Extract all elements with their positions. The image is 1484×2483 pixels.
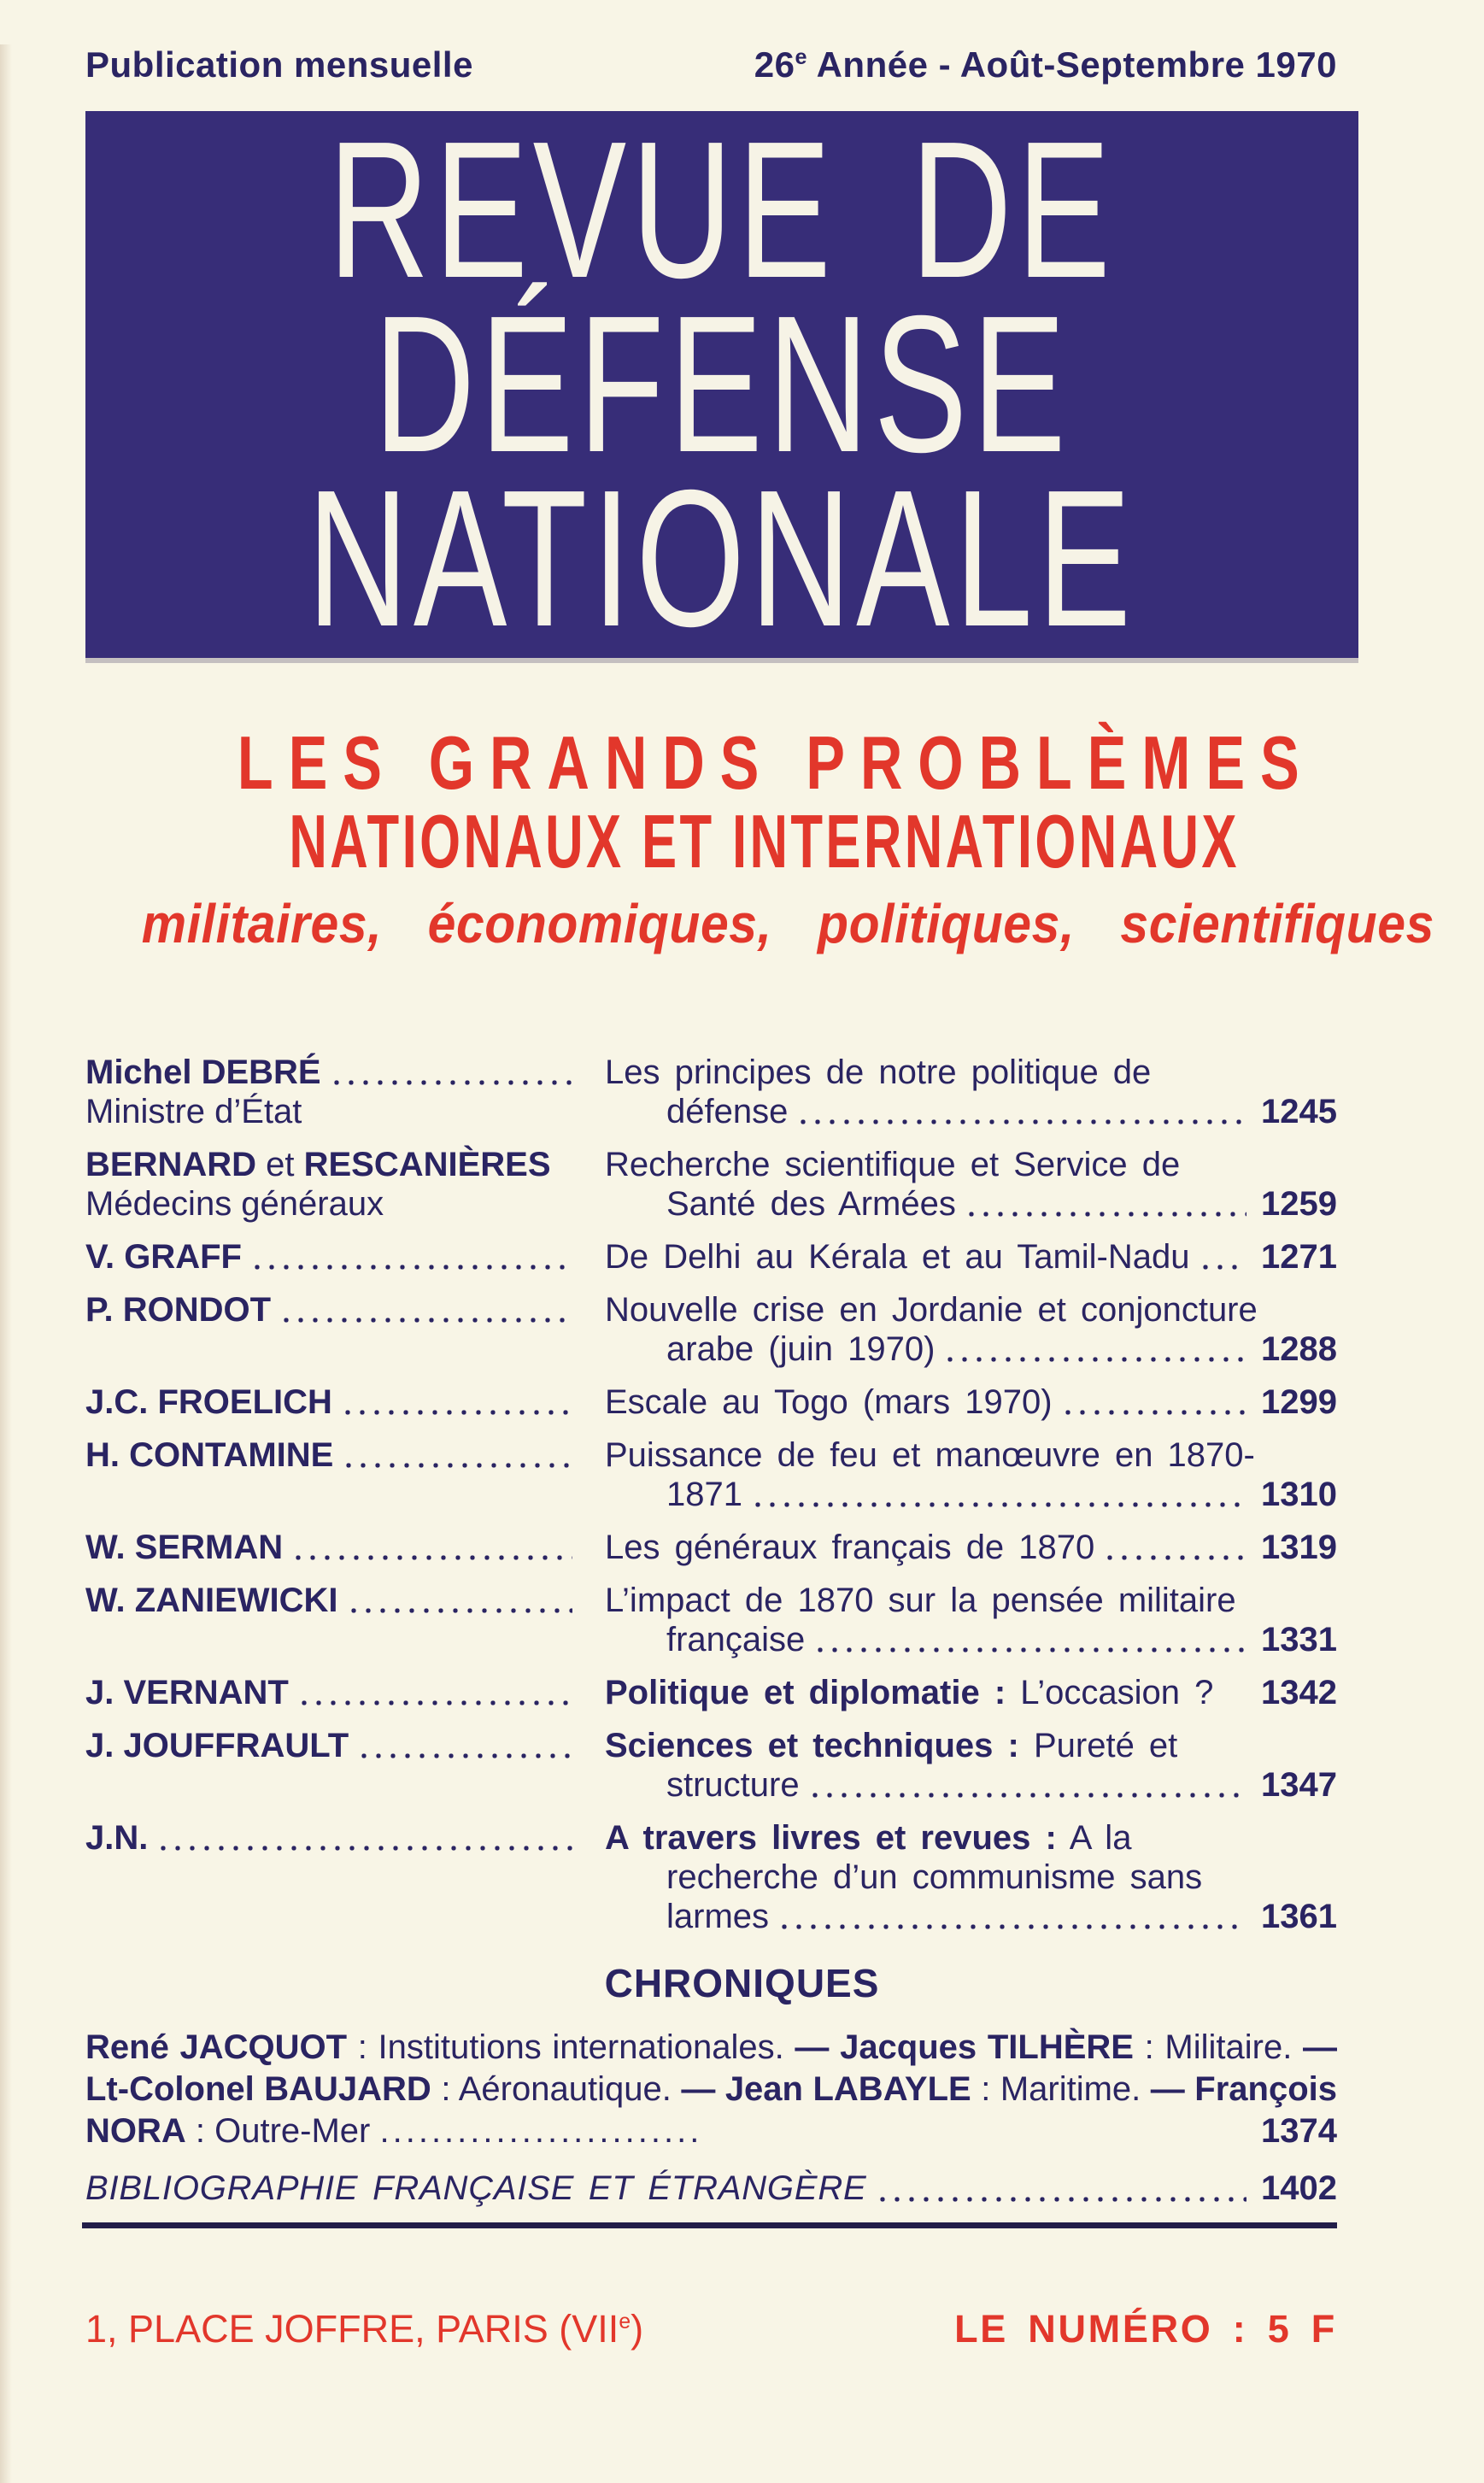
toc-title-line bbox=[605, 1290, 1337, 1330]
page-header bbox=[85, 44, 1337, 85]
toc-page-number: 1347 bbox=[1261, 1766, 1337, 1804]
text: : Institutions internationales. bbox=[347, 2028, 795, 2066]
toc-author bbox=[85, 1435, 581, 1475]
chroniques-page-number: 1374 bbox=[1261, 2112, 1337, 2150]
toc-author bbox=[85, 1290, 581, 1330]
toc-title-text bbox=[605, 1528, 1094, 1567]
bold-text: W. SERMAN bbox=[85, 1529, 284, 1566]
toc-entry bbox=[85, 1382, 1337, 1422]
dotted-leader bbox=[781, 1923, 1246, 1930]
toc-title-column bbox=[605, 1726, 1337, 1805]
toc-title-line bbox=[605, 1092, 1337, 1131]
bottom-rule bbox=[82, 2222, 1337, 2228]
chroniques-paragraph bbox=[85, 2027, 1337, 2152]
text: recherche d’un communisme sans bbox=[666, 1858, 1203, 1896]
text: L’impact de 1870 sur la pensée militaire bbox=[605, 1582, 1236, 1619]
toc-author-column bbox=[85, 1237, 581, 1277]
toc-entry bbox=[85, 1818, 1337, 1936]
text: larmes bbox=[666, 1898, 770, 1935]
text: : Aéronautique. bbox=[431, 2070, 682, 2108]
toc-title-text bbox=[605, 1581, 1236, 1620]
publication-frequency: Publication mensuelle bbox=[85, 44, 473, 85]
dotted-leader: ......................... bbox=[379, 2112, 703, 2150]
toc-author-column bbox=[85, 1726, 581, 1805]
toc-title-line bbox=[605, 1818, 1337, 1858]
dotted-leader bbox=[345, 1462, 572, 1469]
toc-title-text bbox=[605, 1726, 1177, 1765]
tagline-line-3: militaires, économiques, politiques, scientifiques bbox=[141, 893, 1434, 954]
text: Les généraux français de 1870 bbox=[605, 1529, 1095, 1566]
toc-title-column bbox=[605, 1528, 1337, 1567]
toc-title-line bbox=[605, 1726, 1337, 1765]
toc-author bbox=[85, 1726, 581, 1765]
bold-text: J.N. bbox=[85, 1819, 149, 1857]
dotted-leader bbox=[1106, 1554, 1246, 1561]
toc-entry bbox=[85, 1581, 1337, 1659]
dotted-leader bbox=[350, 1607, 572, 1614]
toc-title-text bbox=[605, 1435, 1255, 1475]
toc-entry bbox=[85, 1528, 1337, 1567]
dotted-leader bbox=[879, 2196, 1247, 2203]
toc-author bbox=[85, 1382, 581, 1422]
text: : Militaire. bbox=[1133, 2028, 1303, 2066]
scan-edge-shading bbox=[0, 44, 12, 2483]
tagline bbox=[85, 720, 1434, 954]
bold-text: H. CONTAMINE bbox=[85, 1436, 334, 1474]
footer-price: LE NUMÉRO : 5 F bbox=[954, 2307, 1337, 2351]
bold-text: BERNARD bbox=[85, 1146, 256, 1183]
text: : Outre-Mer bbox=[185, 2112, 380, 2150]
text: Escale au Togo (mars 1970) bbox=[605, 1383, 1053, 1421]
toc-title-column bbox=[605, 1053, 1337, 1131]
toc-title-line bbox=[605, 1053, 1337, 1092]
toc-title-line bbox=[605, 1581, 1337, 1620]
bold-text: — Jean LABAYLE bbox=[681, 2070, 971, 2108]
bibliography-label: BIBLIOGRAPHIE FRANÇAISE ET ÉTRANGÈRE bbox=[85, 2169, 867, 2207]
dotted-leader bbox=[333, 1079, 572, 1086]
dotted-leader bbox=[800, 1118, 1246, 1125]
toc-title-line bbox=[605, 1382, 1337, 1422]
text: arabe (juin 1970) bbox=[666, 1330, 936, 1368]
bold-text: P. RONDOT bbox=[85, 1291, 272, 1329]
toc-title-column bbox=[605, 1145, 1337, 1224]
bold-text: — François NORA bbox=[85, 2070, 1338, 2150]
masthead bbox=[85, 102, 1358, 667]
toc-title-text bbox=[605, 1382, 1053, 1422]
dotted-leader bbox=[817, 1647, 1246, 1653]
text: Recherche scientifique et Service de bbox=[605, 1146, 1181, 1183]
toc-title-column bbox=[605, 1818, 1337, 1936]
text: et bbox=[256, 1146, 304, 1183]
bold-text: A travers livres et revues : bbox=[605, 1819, 1057, 1857]
text: A la bbox=[1056, 1819, 1132, 1857]
toc-title-line bbox=[605, 1897, 1337, 1936]
toc-author-role: Médecins généraux bbox=[85, 1185, 384, 1223]
bold-text: — Jacques TILHÈRE bbox=[795, 2028, 1134, 2066]
bold-text: Politique et diplomatie : bbox=[605, 1674, 1006, 1711]
toc-title-line bbox=[605, 1237, 1337, 1277]
toc-title-line bbox=[605, 1475, 1337, 1514]
bold-text: Michel DEBRÉ bbox=[85, 1054, 321, 1091]
bold-text: J. JOUFFRAULT bbox=[85, 1727, 349, 1764]
toc-title-line bbox=[605, 1858, 1337, 1897]
toc-author bbox=[85, 1145, 581, 1184]
toc-title-column bbox=[605, 1673, 1337, 1712]
bibliography-page-number: 1402 bbox=[1261, 2169, 1337, 2207]
toc-title-line bbox=[605, 1673, 1337, 1712]
toc-page-number: 1310 bbox=[1261, 1476, 1337, 1513]
toc-title-text bbox=[666, 1092, 788, 1131]
toc-author-role: Ministre d’État bbox=[85, 1093, 302, 1130]
toc-page-number: 1299 bbox=[1261, 1383, 1337, 1421]
masthead-line-1: REVUE DE bbox=[328, 102, 1116, 319]
arrondissement-superscript: e bbox=[619, 2310, 631, 2333]
toc-author bbox=[85, 1673, 581, 1712]
toc-title-line bbox=[605, 1765, 1337, 1805]
dotted-leader bbox=[361, 1752, 572, 1759]
toc-title-line bbox=[605, 1528, 1337, 1567]
toc-title-line bbox=[605, 1145, 1337, 1184]
issue-date: 26e Année - Août-Septembre 1970 bbox=[754, 44, 1337, 85]
toc-author-column bbox=[85, 1053, 581, 1131]
toc-title-text bbox=[666, 1858, 1202, 1897]
toc-title-text bbox=[605, 1145, 1180, 1184]
toc-title-text bbox=[605, 1673, 1213, 1712]
toc-title-text bbox=[666, 1184, 956, 1224]
toc-entry bbox=[85, 1726, 1337, 1805]
toc-list bbox=[85, 1053, 1337, 1936]
toc-entry bbox=[85, 1435, 1337, 1514]
toc-title-text bbox=[605, 1290, 1258, 1330]
text: Puissance de feu et manœuvre en 1870- bbox=[605, 1436, 1255, 1474]
tagline-line-1: LES GRANDS PROBLÈMES bbox=[237, 720, 1315, 805]
toc-author-column bbox=[85, 1673, 581, 1712]
toc-author-column bbox=[85, 1581, 581, 1659]
toc-title-column bbox=[605, 1290, 1337, 1369]
toc-title-text bbox=[666, 1330, 935, 1369]
text: Santé des Armées bbox=[666, 1185, 956, 1223]
masthead-line-3: NATIONALE bbox=[307, 450, 1136, 667]
toc-author-column bbox=[85, 1290, 581, 1369]
dotted-leader bbox=[344, 1409, 572, 1416]
bold-text: W. ZANIEWICKI bbox=[85, 1582, 338, 1619]
dotted-leader bbox=[160, 1845, 572, 1852]
toc-title-column bbox=[605, 1581, 1337, 1659]
ordinal-superscript: e bbox=[795, 45, 807, 69]
toc-title-line bbox=[605, 1620, 1337, 1659]
text: Pureté et bbox=[1018, 1727, 1178, 1764]
toc-title-text bbox=[666, 1765, 800, 1805]
toc-author-column bbox=[85, 1382, 581, 1422]
tagline-line-2: NATIONAUX ET INTERNATIONAUX bbox=[289, 799, 1240, 883]
toc-author bbox=[85, 1053, 581, 1092]
bold-text: René JACQUOT bbox=[85, 2028, 348, 2066]
dotted-leader bbox=[1065, 1409, 1246, 1416]
bold-text: Sciences et techniques : bbox=[605, 1727, 1019, 1764]
chroniques-heading: CHRONIQUES bbox=[604, 1961, 880, 2005]
text: défense bbox=[666, 1093, 789, 1130]
text: De Delhi au Kérala et au Tamil-Nadu bbox=[605, 1238, 1190, 1276]
toc-entry bbox=[85, 1290, 1337, 1369]
toc-page-number: 1271 bbox=[1261, 1238, 1337, 1276]
toc-author-column bbox=[85, 1435, 581, 1514]
dotted-leader bbox=[812, 1792, 1246, 1799]
bold-text: — Lt-Colonel BAUJARD bbox=[85, 2028, 1337, 2108]
toc-author bbox=[85, 1581, 581, 1620]
toc-author bbox=[85, 1237, 581, 1277]
toc-page-number: 1245 bbox=[1261, 1093, 1337, 1130]
toc-page-number: 1361 bbox=[1261, 1898, 1337, 1935]
spacer bbox=[1213, 1673, 1255, 1712]
text: Les principes de notre politique de bbox=[605, 1054, 1152, 1091]
toc-author bbox=[85, 1818, 581, 1858]
text: 1871 bbox=[666, 1476, 742, 1513]
text: Nouvelle crise en Jordanie et conjoncture bbox=[605, 1291, 1258, 1329]
dotted-leader bbox=[754, 1501, 1246, 1508]
toc-title-line bbox=[605, 1435, 1337, 1475]
toc-title-text bbox=[666, 1620, 805, 1659]
toc-author-column bbox=[85, 1818, 581, 1936]
text: structure bbox=[666, 1766, 800, 1804]
text: L’occasion ? bbox=[1006, 1674, 1214, 1711]
dotted-leader bbox=[1202, 1264, 1247, 1271]
dotted-leader bbox=[968, 1211, 1246, 1218]
toc-page-number: 1342 bbox=[1261, 1674, 1337, 1711]
bold-text: J. VERNANT bbox=[85, 1674, 289, 1711]
text: : Maritime. bbox=[971, 2070, 1151, 2108]
bold-text: V. GRAFF bbox=[85, 1238, 242, 1276]
toc-title-column bbox=[605, 1382, 1337, 1422]
toc-page-number: 1288 bbox=[1261, 1330, 1337, 1368]
toc-page-number: 1259 bbox=[1261, 1185, 1337, 1223]
toc-author bbox=[85, 1528, 581, 1567]
toc-author-column bbox=[85, 1145, 581, 1224]
toc-entry bbox=[85, 1673, 1337, 1712]
dotted-leader bbox=[295, 1554, 572, 1561]
bold-text: J.C. FROELICH bbox=[85, 1383, 332, 1421]
page-footer bbox=[85, 2307, 1337, 2351]
toc-title-column bbox=[605, 1237, 1337, 1277]
bibliography-row bbox=[85, 2168, 1337, 2209]
bold-text: RESCANIÈRES bbox=[303, 1146, 551, 1183]
toc-title-text bbox=[666, 1475, 742, 1514]
toc-author-column bbox=[85, 1528, 581, 1567]
toc-title-text bbox=[605, 1818, 1131, 1858]
toc-entry bbox=[85, 1237, 1337, 1277]
toc-title-text bbox=[605, 1237, 1190, 1277]
dotted-leader bbox=[301, 1699, 572, 1706]
footer-address: 1, PLACE JOFFRE, PARIS (VIIe) bbox=[85, 2307, 644, 2351]
dotted-leader bbox=[283, 1317, 572, 1324]
toc-title-column bbox=[605, 1435, 1337, 1514]
text: française bbox=[666, 1621, 806, 1658]
toc-title-line bbox=[605, 1184, 1337, 1224]
toc-page-number: 1331 bbox=[1261, 1621, 1337, 1658]
dotted-leader bbox=[254, 1264, 572, 1271]
toc-page-number: 1319 bbox=[1261, 1529, 1337, 1566]
toc-title-text bbox=[666, 1897, 769, 1936]
toc-entry bbox=[85, 1145, 1337, 1224]
dotted-leader bbox=[947, 1356, 1246, 1363]
toc-entry bbox=[85, 1053, 1337, 1131]
masthead-line-2: DÉFENSE bbox=[373, 276, 1070, 493]
toc-title-line bbox=[605, 1330, 1337, 1369]
toc-title-text bbox=[605, 1053, 1151, 1092]
